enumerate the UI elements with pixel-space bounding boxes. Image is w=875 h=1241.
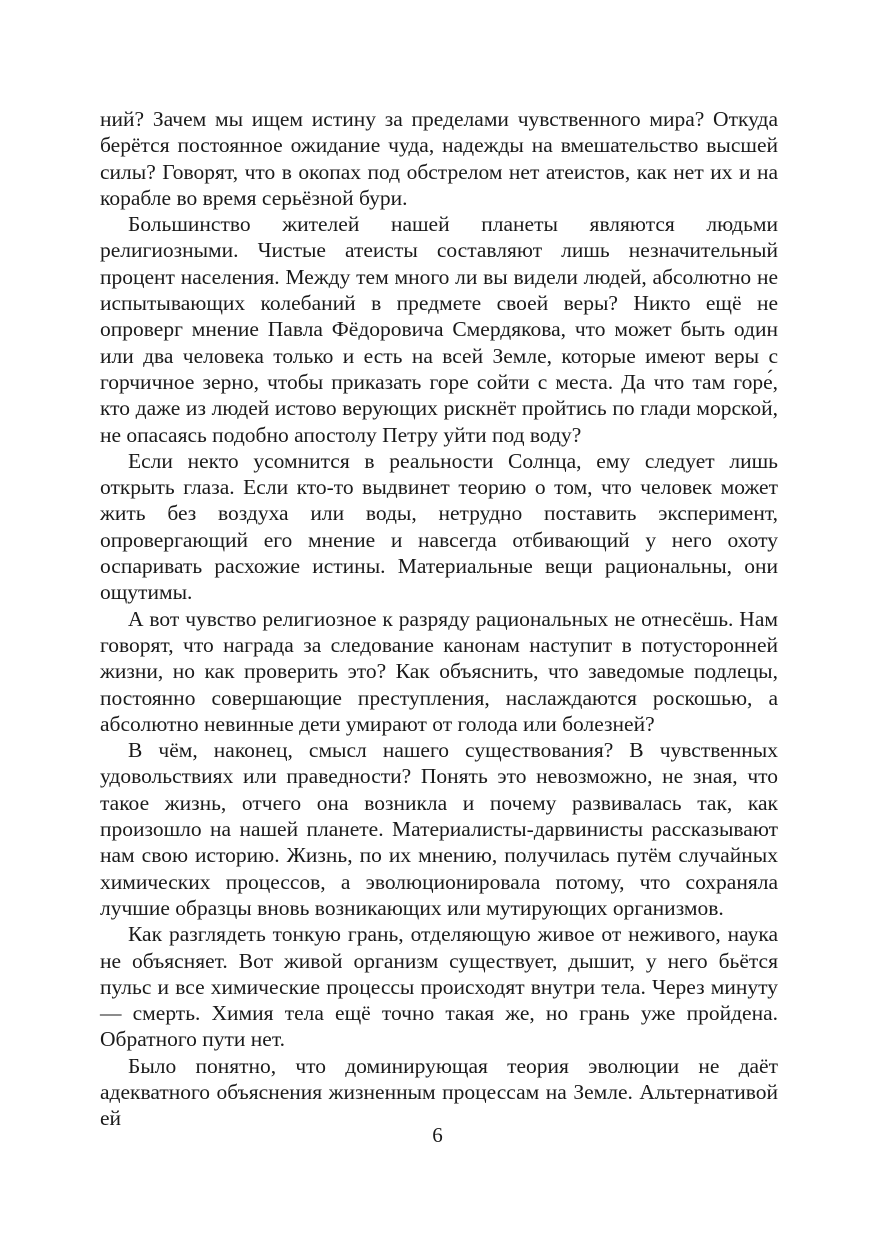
paragraph: Если некто усомнится в реальности Солнца, ему следует лишь открыть глаза. Если кто-то выдвинет теорию о том, что человек может жить без воздуха или воды, нетрудно поставить эксперимент, опровергающий его мнение и навсегда отбивающий у него охоту оспаривать расхожие истины. Материальные вещи рациональны, они ощутимы.	[100, 448, 778, 605]
body-text	[100, 106, 778, 1132]
paragraph-continuation: ний? Зачем мы ищем истину за пределами чувственного мира? Откуда берётся постоянное ожидание чуда, надежды на вмешательство высшей силы? Говорят, что в окопах под обстрелом нет атеистов, как нет их и на корабле во время серьёзной бури.	[100, 107, 778, 210]
paragraph: Большинство жителей нашей планеты являются людьми религиозными. Чистые атеисты составляют лишь незначительный процент населения. Между тем много ли вы видели людей, абсолютно не испытывающих колебаний в предмете своей веры? Никто ещё не опроверг мнение Павла Фёдоровича Смердякова, что может быть один или два человека только и есть на всей Земле, которые имеют веры с горчичное зерно, чтобы приказать горе сойти с места. Да что там горе́, кто даже из людей истово верующих рискнёт пройтись по глади морской, не опасаясь подобно апостолу Петру уйти под воду?	[100, 212, 778, 447]
page-number: 6	[432, 1123, 443, 1147]
paragraph: В чём, наконец, смысл нашего существования? В чувственных удовольствиях или праведности? Понять это невозможно, не зная, что такое жизнь, отчего она возникла и почему развивалась так, как произошло на нашей планете. Материалисты-дарвинисты рассказывают нам свою историю. Жизнь, по их мнению, получилась путём случайных химических процессов, а эволюционировала потому, что сохраняла лучшие образцы вновь возникающих или мутирующих организмов.	[100, 738, 778, 920]
paragraph: А вот чувство религиозное к разряду рациональных не отнесёшь. Нам говорят, что награда за следование канонам наступит в потусторонней жизни, но как проверить это? Как объяснить, что заведомые подлецы, постоянно совершающие преступления, наслаждаются роскошью, а абсолютно невинные дети умирают от голода или болезней?	[100, 606, 778, 736]
paragraph: Было понятно, что доминирующая теория эволюции не даёт адекватного объяснения жизненным процессам на Земле. Альтернативой ей	[100, 1053, 778, 1131]
paragraph: Как разглядеть тонкую грань, отделяющую живое от неживого, наука не объясняет. Вот живой организм существует, дышит, у него бьётся пульс и все химические процессы происходят внутри тела. Через минуту — смерть. Химия тела ещё точно такая же, но грань уже пройдена. Обратного пути нет.	[100, 922, 778, 1052]
